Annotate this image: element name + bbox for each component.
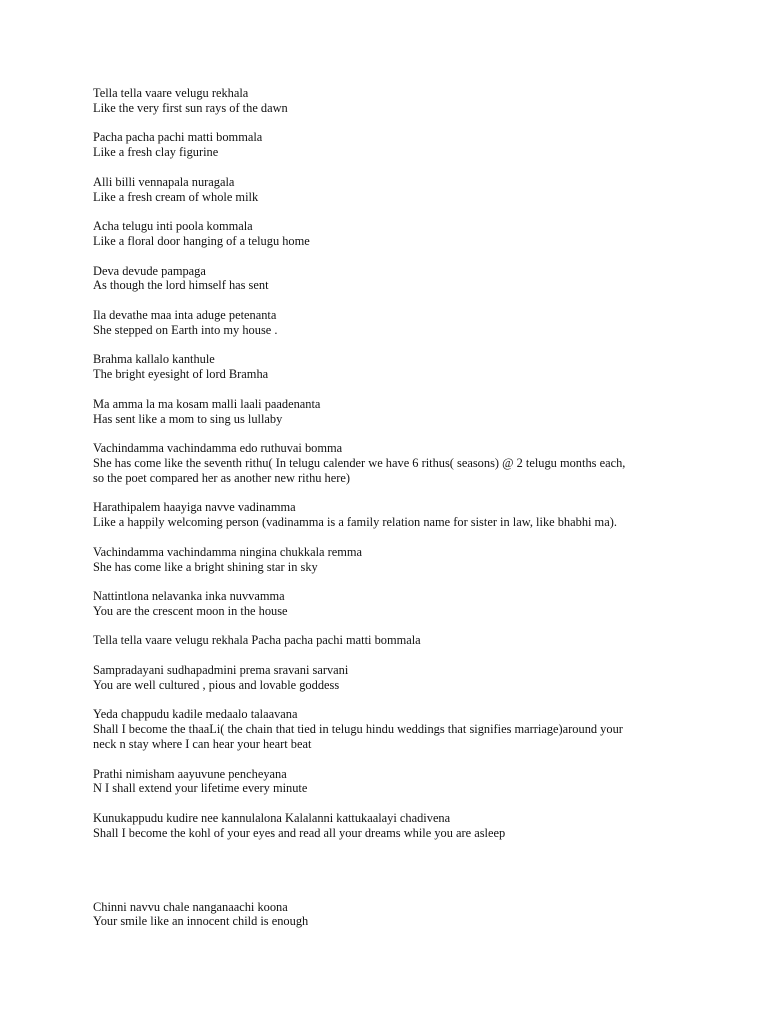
translation-line: Shall I become the kohl of your eyes and read all your dreams while you are asleep (93, 825, 506, 840)
stanza (93, 767, 693, 797)
telugu-line: Deva devude pampaga (93, 263, 206, 278)
translation-line: You are well cultured , pious and lovable goddess (93, 677, 340, 692)
telugu-line: Tella tella vaare velugu rekhala (93, 86, 249, 100)
stanza (93, 130, 693, 160)
stanza (93, 900, 693, 930)
translation-line: Like a floral door hanging of a telugu home (93, 233, 310, 248)
translation-line: N I shall extend your lifetime every minute (93, 781, 308, 796)
stanza (93, 663, 693, 693)
translation-line: She has come like a bright shining star in sky (93, 559, 318, 574)
telugu-line: Acha telugu inti poola kommala (93, 219, 253, 234)
translation-line: neck n stay where I can hear your heart beat (93, 737, 312, 752)
translation-line: You are the crescent moon in the house (93, 603, 288, 618)
translation-line: so the poet compared her as another new rithu here) (93, 470, 351, 485)
translation-line: The bright eyesight of lord Bramha (93, 367, 269, 382)
telugu-line: Pacha pacha pachi matti bommala (93, 130, 263, 145)
telugu-line: Vachindamma vachindamma edo ruthuvai bomma (93, 441, 343, 456)
telugu-line: Ila devathe maa inta aduge petenanta (93, 307, 277, 322)
telugu-line: Nattintlona nelavanka inka nuvvamma (93, 589, 285, 604)
stanza (93, 707, 693, 751)
translation-line: Like a fresh clay figurine (93, 145, 219, 160)
stanza (93, 219, 693, 249)
telugu-line: Sampradayani sudhapadmini prema sravani sarvani (93, 663, 349, 678)
translation-line: Like the very first sun rays of the dawn (93, 100, 288, 115)
telugu-line: Yeda chappudu kadile medaalo talaavana (93, 707, 298, 722)
stanza (93, 352, 693, 382)
stanza (93, 86, 693, 116)
stanza (93, 308, 693, 338)
stanza (93, 811, 693, 841)
telugu-line: Alli billi vennapala nuragala (93, 174, 235, 189)
stanza (93, 500, 693, 530)
telugu-line: Kunukappudu kudire nee kannulalona Kalalanni kattukaalayi chadivena (93, 811, 451, 826)
refrain-line: Tella tella vaare velugu rekhala Pacha pacha pachi matti bommala (93, 633, 421, 648)
stanza (93, 545, 693, 575)
stanza (93, 264, 693, 294)
translation-line: Like a fresh cream of whole milk (93, 189, 259, 204)
telugu-line: Ma amma la ma kosam malli laali paadenanta (93, 396, 321, 411)
telugu-line: Chinni navvu chale nanganaachi koona (93, 899, 288, 914)
translation-line: As though the lord himself has sent (93, 278, 269, 293)
stanza (93, 397, 693, 427)
stanza (93, 441, 693, 485)
telugu-line: Harathipalem haayiga navve vadinamma (93, 500, 296, 515)
stanza (93, 175, 693, 205)
translation-line: Your smile like an innocent child is enough (93, 914, 309, 929)
translation-line: Like a happily welcoming person (vadinamma is a family relation name for sister in law, like bhabhi ma). (93, 515, 617, 530)
telugu-line: Brahma kallalo kanthule (93, 352, 215, 367)
translation-line: Has sent like a mom to sing us lullaby (93, 411, 283, 426)
stanza (93, 633, 693, 648)
lyrics-body (93, 86, 693, 944)
stanza (93, 589, 693, 619)
telugu-line: Vachindamma vachindamma ningina chukkala remma (93, 544, 363, 559)
translation-line: Shall I become the thaaLi( the chain that tied in telugu hindu weddings that signifies marriage)around your (93, 722, 623, 737)
telugu-line: Prathi nimisham aayuvune pencheyana (93, 766, 287, 781)
translation-line: She stepped on Earth into my house . (93, 322, 278, 337)
translation-line: She has come like the seventh rithu( In telugu calender we have 6 rithus( seasons) @ 2 telugu months each, (93, 455, 626, 470)
